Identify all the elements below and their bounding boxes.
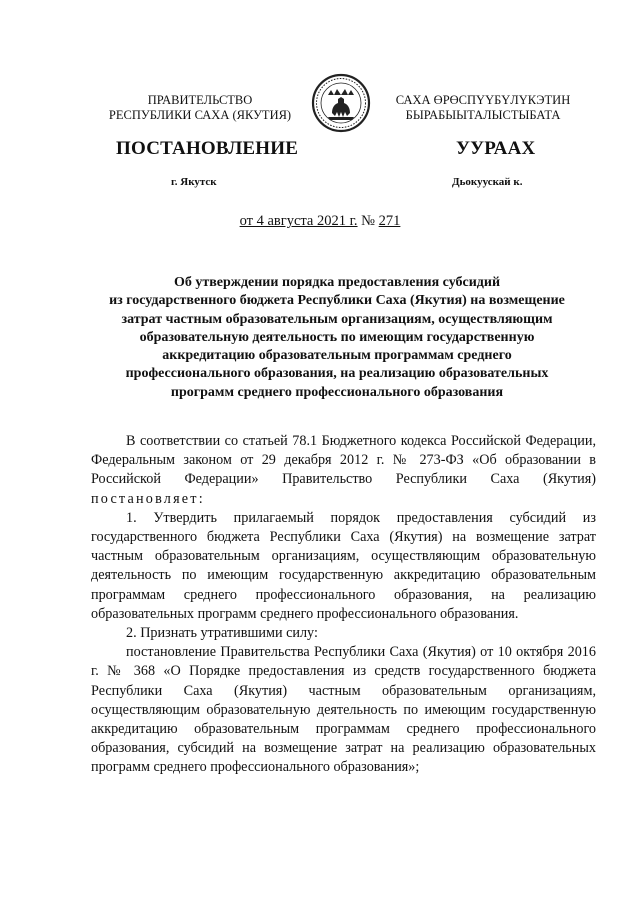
title-line: из государственного бюджета Республики Саха (Якутия) на возмещение [109, 293, 565, 309]
title-line: Об утверждении порядка предоставления субсидий [173, 275, 501, 290]
document-body [91, 432, 596, 778]
title-line: профессионального образования, на реализацию образовательных [125, 366, 549, 382]
title-line: затрат частным образовательным организациям, осуществляющим [121, 311, 553, 327]
document-title [98, 274, 576, 402]
city-sakha: Дьокуускай к. [452, 176, 523, 188]
repealed-act: постановление Правительства Республики Саха (Якутия) от 10 октября 2016 г. № 368 «О Порядке предоставления из средств государственного бюджета Республики Саха (Якутия) частным образовательным организациям, осуществляющим образовательную деятельность по имеющим государственную аккредитацию образовательным программам среднего профессионального образования, субсидий на возмещение затрат на реализацию образовательных программ среднего профессионального образования»; [91, 644, 596, 776]
issuer-ru [80, 93, 320, 123]
document-number: 271 [378, 213, 401, 229]
document-date-number [0, 213, 640, 230]
coat-of-arms-yakutia-icon [311, 73, 371, 133]
city-ru: г. Якутск [171, 176, 217, 188]
title-line: аккредитацию образовательным программам среднего [162, 348, 512, 364]
issuer-sakha-line1: САХА ӨРӨСПҮҮБҮЛҮКЭТИН [395, 93, 571, 107]
clause-2: 2. Признать утратившими силу: [126, 625, 318, 642]
issuer-sakha-line2: БЫРАБЫЫТАЛЫСТЫБАТА [405, 108, 561, 122]
title-line: образовательную деятельность по имеющим государственную [139, 329, 535, 345]
doc-kind-sakha: УУРААХ [456, 138, 536, 159]
number-sign: № [361, 213, 376, 229]
clause-1: 1. Утвердить прилагаемый порядок предоставления субсидий из государственного бюджета Республики Саха (Якутия) на возмещение затрат частным образовательным организациям, осуществляющим образовательную деятельность по имеющим государственную аккредитацию образовательным программам среднего профессионального образования, на реализацию образовательных программ среднего профессионального образования. [91, 509, 596, 622]
preamble-paragraph [91, 432, 596, 509]
issuer-sakha [363, 93, 603, 123]
preamble-text: В соответствии со статьей 78.1 Бюджетного кодекса Российской Федерации, Федеральным законом от 29 декабря 2012 г. № 273-ФЗ «Об образовании в Российской Федерации» Правительство Республики Саха (Якутия) [91, 433, 596, 488]
doc-kind-ru: ПОСТАНОВЛЕНИЕ [116, 138, 299, 159]
issuer-ru-line2: РЕСПУБЛИКИ САХА (ЯКУТИЯ) [108, 108, 292, 122]
resolves-word: постановляет: [91, 490, 205, 507]
title-line: программ среднего профессионального образования [170, 384, 504, 400]
issuer-ru-line1: ПРАВИТЕЛЬСТВО [147, 93, 253, 107]
document-date: от 4 августа 2021 г. [239, 213, 358, 229]
